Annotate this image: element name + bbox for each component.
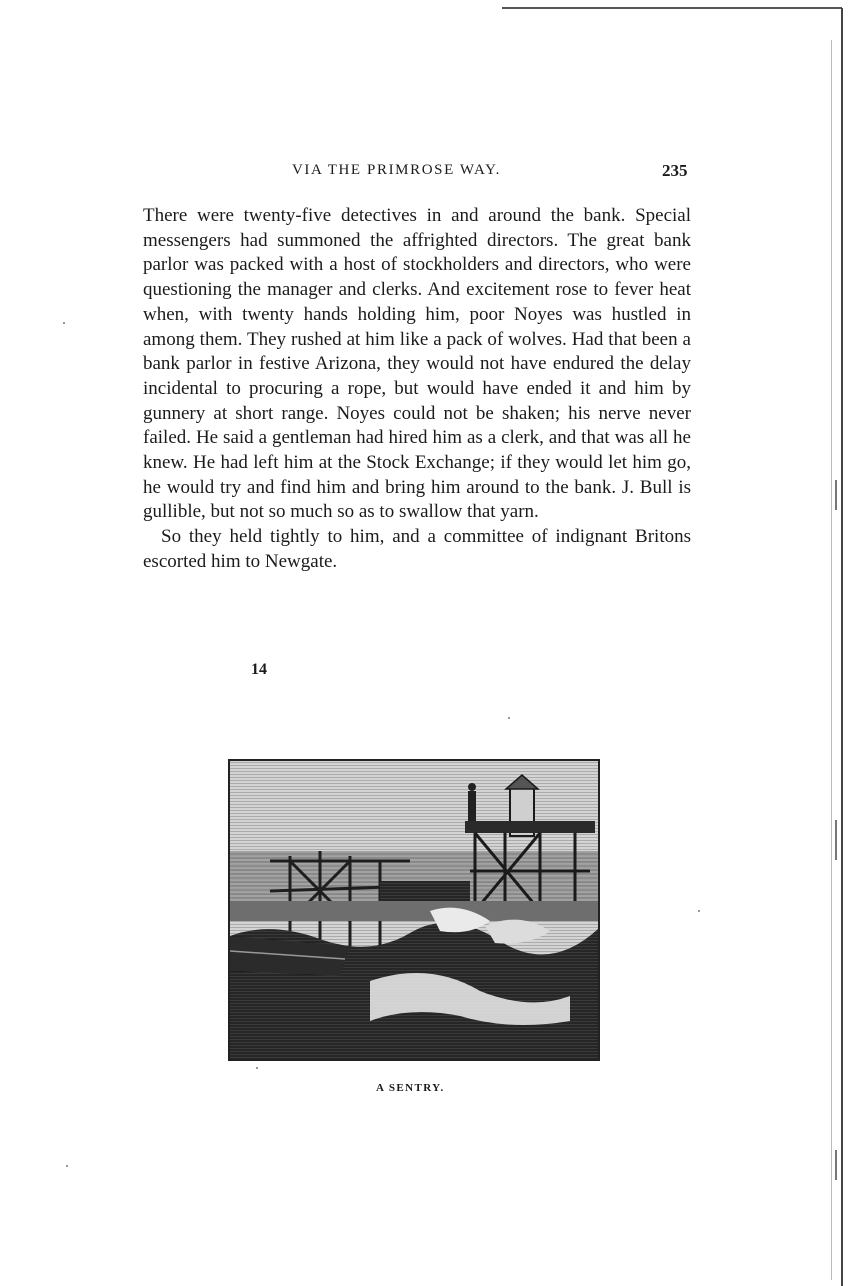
speck [66,1165,68,1167]
page-number: 235 [662,161,688,180]
edge-mark [835,1150,837,1180]
paragraph: There were twenty-five detectives in and around the bank. Special messengers had summoned the affrighted directors. The great bank parlor was packed with a host of stockholders and directors, who were questioning the manager and clerks. And excitement rose to fever heat when, with twenty hands holding him, poor Noyes was hustled in among them. They rushed at him like a pack of wolves. Had that been a bank parlor in festive Arizona, they would not have endured the delay incidental to procuring a rope, but would have ended it and him by gunnery at short range. Noyes could not be shaken; his nerve never failed. He said a gentleman had hired him as a clerk, and that was all he knew. He had left him at the Stock Exchange; if they would let him go, he would try and find him and bring him around to the bank. J. Bull is gullible, but not so much so as to swallow that yarn. [143,205,691,523]
signature-mark: 14 [251,661,267,678]
figure-caption: A SENTRY. [376,1082,445,1094]
edge-mark [835,480,837,510]
running-title: VIA THE PRIMROSE WAY. [292,162,501,178]
edge-mark [835,820,837,860]
page-edge-shadow [831,40,832,1280]
body-text [143,204,691,575]
speck [256,1067,258,1069]
engraving [230,761,598,1059]
illustration-sentry [228,759,600,1061]
paragraph: So they held tightly to him, and a committee of indignant Britons escorted him to Newgate. [143,526,691,572]
page-edge-top [502,7,842,9]
page-edge-right [841,8,843,1286]
speck [508,717,510,719]
speck [698,910,700,912]
speck [63,322,65,324]
